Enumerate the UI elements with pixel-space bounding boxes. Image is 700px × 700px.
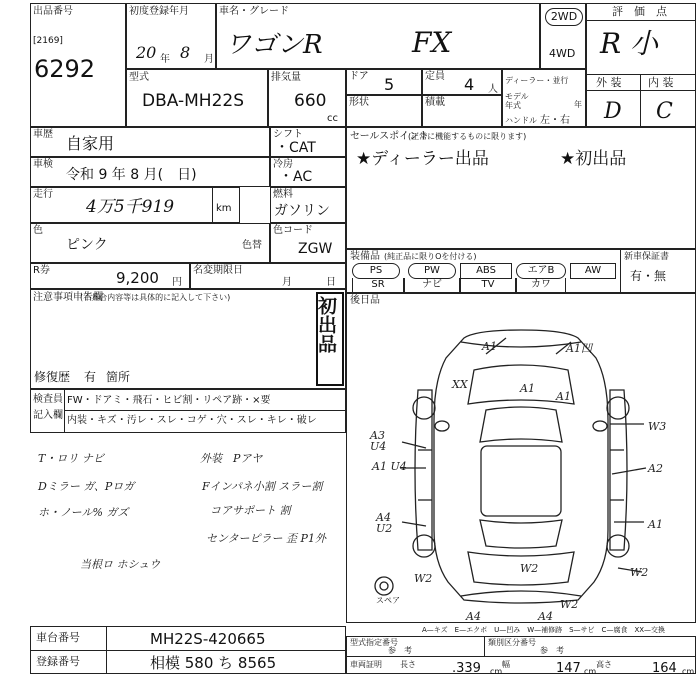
reference-label: 参 考	[540, 646, 564, 655]
length-label: 長さ	[400, 660, 416, 669]
warranty-value: 有・無	[630, 269, 667, 283]
damage-mark: A4	[466, 610, 481, 623]
damage-legend: A—キズ E—エクボ U—凹み W—補修跡 S—サビ C—腐食 XX—交換	[422, 626, 666, 634]
aircon: ・AC	[279, 169, 313, 185]
lot-sub-number: [2169]	[33, 36, 63, 46]
selling-points-label: セールスポイント	[350, 131, 430, 142]
month-unit: 月	[204, 54, 214, 65]
handwritten-note: センターピラー 歪 P1外	[206, 532, 326, 545]
handwritten-note: 当根ロ ホシュウ	[80, 558, 161, 571]
type-designation-label: 型式指定番号	[350, 638, 398, 647]
equip-airbag: エアB	[516, 263, 566, 279]
repair-history-unit: 箇所	[106, 370, 131, 384]
color-code: ZGW	[298, 241, 333, 257]
damage-mark: W2	[520, 562, 539, 575]
fuel-label: 燃料	[273, 189, 293, 200]
car-name: ワゴンR	[225, 30, 323, 60]
inspector-row-2: 内装・キズ・汚レ・スレ・コゲ・穴・スレ・キレ・破レ	[67, 415, 317, 426]
plate-number: 相模 580 ち 8565	[150, 654, 277, 672]
rear-items-label: 後日品	[350, 295, 380, 306]
selling-point-2: ★初出品	[560, 149, 627, 169]
recycle-unit: 円	[172, 277, 182, 288]
damage-mark: W3	[648, 420, 667, 433]
recycle-label: R券	[33, 265, 50, 276]
damage-mark: W2	[560, 598, 579, 611]
handwritten-note: T・ロリ ナビ	[38, 452, 104, 465]
divider	[586, 90, 696, 91]
height-label: 高さ	[596, 660, 612, 669]
lot-number: 6292	[34, 55, 96, 83]
length: .339	[452, 661, 481, 676]
length-unit: cm	[490, 667, 503, 676]
divider	[620, 249, 621, 293]
divider	[64, 410, 346, 411]
width-unit: cm	[584, 667, 597, 676]
first-listing-stamp-text: 初出品	[315, 296, 337, 353]
inspector-label-1: 検査員	[33, 394, 63, 405]
handwritten-note: ホ・ノール% ガズ	[38, 506, 129, 519]
equipment-label: 装備品	[350, 251, 380, 262]
aircon-label: 冷房	[273, 159, 293, 170]
inspection-label: 車検	[33, 159, 53, 170]
width-label: 幅	[502, 660, 510, 669]
equip-navi: ナビ	[404, 278, 460, 294]
color-label: 色	[33, 225, 43, 236]
handwritten-note: 外装 Pアヤ	[200, 452, 263, 465]
height-unit: cm	[682, 667, 695, 676]
capacity: 4	[464, 75, 475, 94]
shift: ・CAT	[275, 140, 316, 156]
divider	[586, 20, 696, 21]
displacement-label: 排気量	[271, 72, 301, 83]
chassis-number-label: 車台番号	[36, 631, 80, 644]
mileage-label: 走行	[33, 189, 53, 200]
mileage: 4万5千919	[86, 197, 175, 217]
equip-abs: ABS	[460, 263, 512, 279]
exterior-grade: D	[604, 99, 622, 124]
color: ピンク	[66, 237, 108, 253]
equip-sr: SR	[352, 278, 404, 294]
capacity-unit: 人	[488, 84, 498, 95]
reference-label: 参 考	[388, 646, 412, 655]
load-label: 積載	[425, 97, 445, 108]
inspector-row-1: FW・ドアミ・飛石・ヒビ割・リペア跡・×要	[67, 395, 271, 406]
docs-deadline-label: 名変期限日	[193, 265, 243, 276]
color-code-label: 色コード	[273, 225, 313, 236]
inspection: 令和 9 年 8 月( 日)	[66, 167, 197, 183]
damage-mark: A3 U4	[370, 429, 387, 453]
evaluation-score: R 小	[600, 27, 658, 60]
recycle-fee: 9,200	[116, 269, 159, 287]
inspector-label-2: 記入欄	[33, 410, 63, 421]
equipment-sub: (純正品に限りOを付ける)	[384, 252, 477, 261]
notes-label: 注意事項申告欄	[33, 292, 103, 303]
repair-history-label: 修復歴	[34, 370, 71, 384]
dealer-label: ディーラー・並行	[505, 76, 569, 85]
grade: FX	[412, 26, 452, 59]
model-type-label: 型式	[129, 72, 149, 83]
docs-month: 月	[282, 277, 292, 288]
mileage-unit: km	[216, 203, 232, 214]
damage-mark: W2	[630, 566, 649, 579]
usage: 自家用	[66, 134, 115, 153]
divider	[640, 74, 641, 127]
damage-mark: A4	[538, 610, 553, 623]
chassis-number: MH22S-420665	[150, 630, 266, 648]
equip-pw: PW	[408, 263, 456, 279]
divider	[30, 650, 346, 651]
notes-sub: (不具合内容等は具体的に記入して下さい)	[80, 293, 231, 302]
fuel: ガソリン	[274, 203, 330, 219]
shape-label: 形状	[349, 97, 369, 108]
interior-grade: C	[656, 99, 673, 124]
year-unit: 年	[160, 54, 170, 65]
displacement: 660	[294, 91, 327, 111]
height: 164	[652, 661, 677, 676]
model-year-unit: 年	[574, 100, 582, 109]
handwritten-note: Fインパネ小割 スラー割	[202, 480, 323, 493]
drive-4wd: 4WD	[549, 47, 576, 60]
shift-label: シフト	[273, 129, 303, 140]
lot-number-label: 出品番号	[33, 6, 73, 17]
evaluation-label: 評 価 点	[612, 5, 667, 18]
car-name-label: 車名・グレード	[219, 6, 289, 17]
damage-mark: A1	[648, 518, 663, 531]
damage-mark: A1	[556, 390, 571, 403]
damage-mark: A4 U2	[376, 511, 393, 535]
handle-options: 左・右	[540, 115, 570, 126]
damage-mark: XX	[452, 378, 468, 391]
door-label: ドア	[349, 71, 369, 82]
selling-points-sub: (正常に機能するものに限ります)	[408, 132, 527, 141]
divider	[484, 636, 485, 656]
damage-mark: A2	[648, 462, 663, 475]
recycle-box	[30, 263, 190, 289]
selling-points-box	[346, 127, 696, 249]
notes-box	[30, 289, 346, 389]
drive-2wd: 2WD	[545, 8, 583, 26]
model-year-label: モデル 年式	[505, 92, 529, 110]
divider	[64, 389, 65, 433]
door-count: 5	[384, 75, 395, 94]
color-change-label: 色替	[242, 240, 262, 251]
damage-mark: A1凹	[566, 342, 592, 355]
divider	[346, 656, 696, 657]
dimensions-label: 車両証明	[350, 660, 382, 669]
divider	[106, 626, 107, 674]
first-registration-label: 初度登録年月	[129, 6, 189, 17]
divider	[586, 74, 696, 75]
damage-mark: W2	[414, 572, 433, 585]
width: 147	[556, 661, 581, 676]
docs-day: 日	[326, 277, 336, 288]
usage-label: 車歴	[33, 129, 53, 140]
handwritten-note: コアサポート 割	[210, 504, 291, 517]
equip-ps: PS	[352, 263, 400, 279]
damage-mark: A1 U4	[372, 460, 407, 473]
equip-tv: TV	[460, 278, 516, 294]
equip-leather: カワ	[516, 278, 566, 294]
repair-history: 有	[84, 370, 97, 384]
interior-label: 内 装	[648, 76, 674, 89]
selling-point-1: ★ディーラー出品	[356, 149, 489, 169]
warranty-label: 新車保証書	[624, 252, 670, 262]
first-registration-year: 20	[136, 43, 157, 62]
equip-aw: AW	[570, 263, 616, 279]
displacement-unit: cc	[327, 113, 338, 124]
handle-label: ハンドル	[505, 116, 537, 125]
capacity-label: 定員	[425, 71, 445, 82]
handwritten-note: Dミラー ガ、Pロガ	[38, 480, 135, 493]
spare-label: スペア	[376, 596, 400, 605]
exterior-label: 外 装	[596, 76, 622, 89]
evaluation-box	[586, 3, 696, 127]
type-class-label: 類別区分番号	[488, 638, 536, 647]
damage-mark: A1	[482, 340, 497, 353]
damage-mark: A1	[520, 382, 535, 395]
first-registration-month: 8	[180, 43, 191, 62]
plate-number-label: 登録番号	[36, 655, 80, 668]
model-type: DBA-MH22S	[142, 91, 245, 111]
